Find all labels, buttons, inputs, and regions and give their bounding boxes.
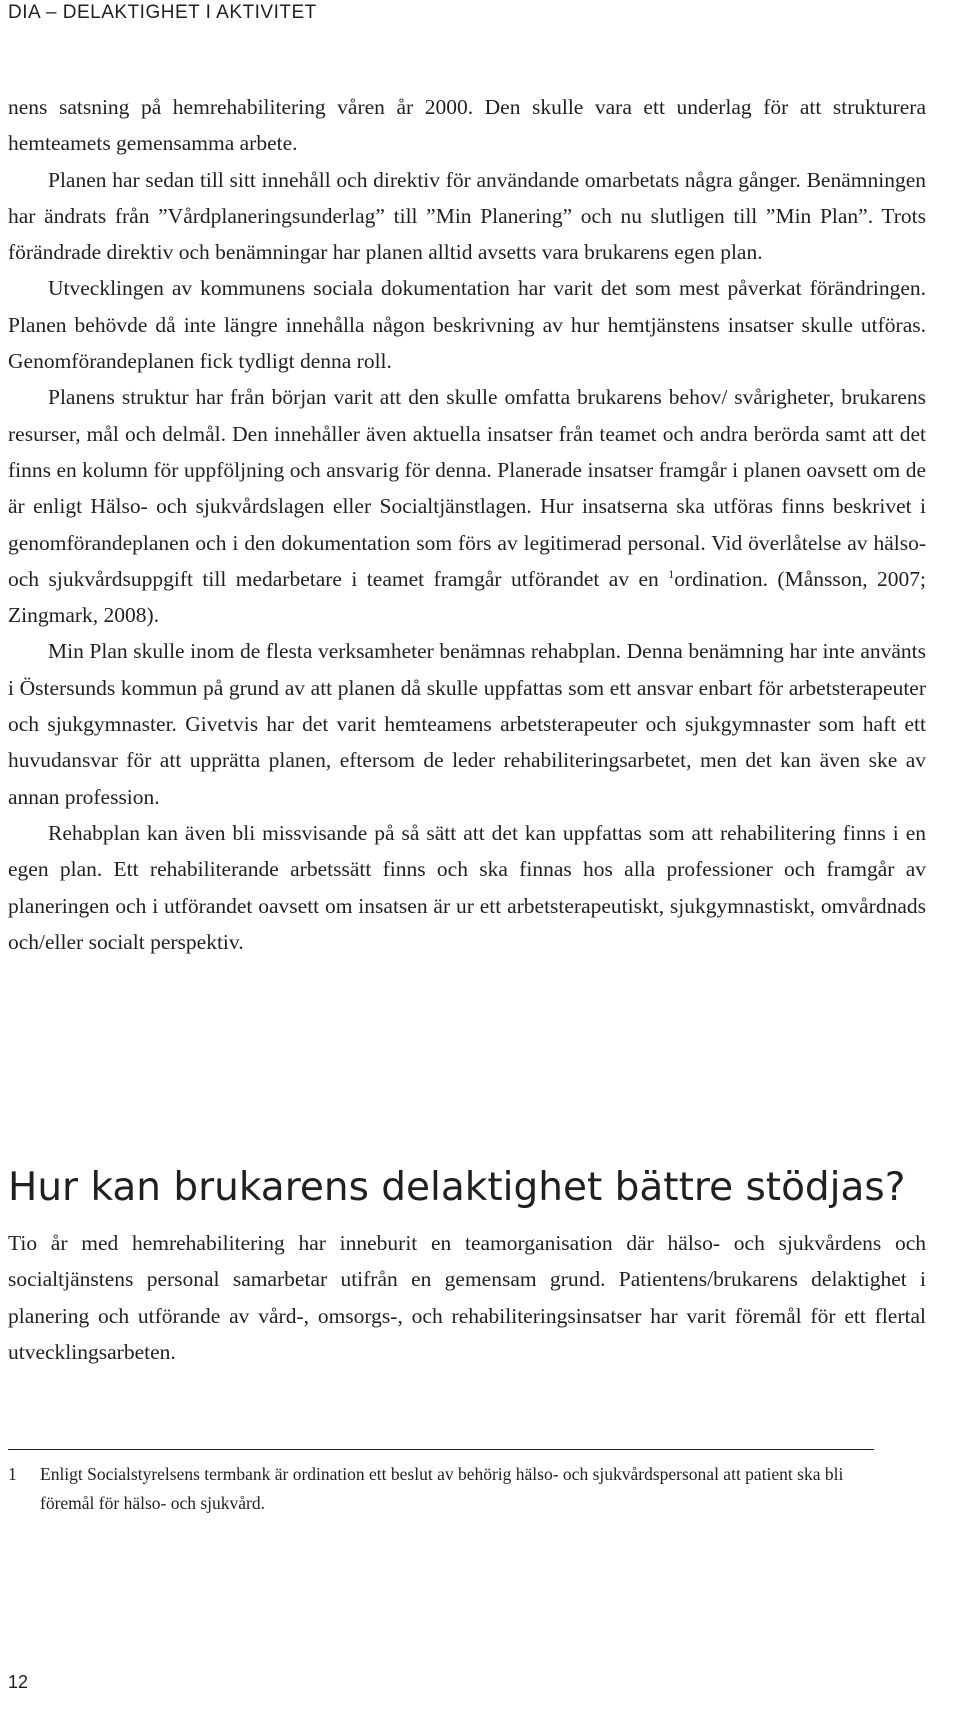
paragraph-4-text-end: ordination. (Månsson, 2007; Zingmark, 2008). <box>8 566 926 628</box>
paragraph-4-text: Planens struktur har från början varit att den skulle omfatta brukarens behov/ svårigheter, brukarens resurser, mål och delmål. Den innehåller även aktuella insatser från teamet och andra berörda samt att det finns en kolumn för uppföljning och ansvarig för denna. Planerade insatser framgår i planen oavsett om de är enligt Hälso- och sjukvårdslagen eller Socialtjänstlagen. Hur insatserna ska utföras finns beskrivet i genomförandeplanen och i den dokumentation som förs av legitimerad personal. Vid överlåtelse av hälso- och sjukvårdsuppgift till medarbetare i teamet framgår utförandet av en <box>8 385 926 591</box>
section-intro-paragraph: Tio år med hemrehabilitering har inneburit en teamorganisation där hälso- och sjukvårdens och socialtjänstens personal samarbetar utifrån en gemensam grund. Patientens/brukarens delaktighet i planering och utförande av vård-, omsorgs-, och rehabiliteringsinsatser har varit föremål för ett flertal utvecklingsarbeten. <box>8 1231 926 1364</box>
footnote <box>8 1460 926 1518</box>
paragraph-2: Planen har sedan till sitt innehåll och direktiv för användande omarbetats några gånger. Benämningen har ändrats från ”Vårdplaneringsunderlag” till ”Min Planering” och nu slutligen till ”Min Plan”. Trots förändrade direktiv och benämningar har planen alltid avsetts vara brukarens egen plan. <box>8 167 926 265</box>
footnote-text: Enligt Socialstyrelsens termbank är ordination ett beslut av behörig hälso- och sjukvårdspersonal att patient ska bli föremål för hälso- och sjukvård. <box>40 1464 844 1513</box>
running-header: DIA – DELAKTIGHET I AKTIVITET <box>8 2 317 23</box>
paragraph-4 <box>8 379 926 633</box>
paragraph-1: nens satsning på hemrehabilitering våren år 2000. Den skulle vara ett underlag för att strukturera hemteamets gemensamma arbete. <box>8 95 926 156</box>
paragraph-6: Rehabplan kan även bli missvisande på så sätt att det kan uppfattas som att rehabilitering finns i en egen plan. Ett rehabiliterande arbetssätt finns och ska finnas hos alla professioner och framgår av planeringen och i utförandet oavsett om insatsen är ur ett arbetsterapeutiskt, sjukgymnastiskt, omvårdnads och/eller socialt perspektiv. <box>8 820 926 954</box>
footnote-divider <box>8 1449 874 1450</box>
footnote-reference: 1 <box>668 566 675 581</box>
section-intro <box>8 1225 926 1370</box>
paragraph-5: Min Plan skulle inom de flesta verksamheter benämnas rehabplan. Denna benämning har inte använts i Östersunds kommun på grund av att planen då skulle uppfattas som ett ansvar enbart för arbetsterapeuter och sjukgymnaster. Givetvis har det varit hemteamens arbetsterapeuter och sjukgymnaster som haft ett huvudansvar för att upprätta planen, eftersom de leder rehabiliteringsarbetet, men det kan även ske av annan profession. <box>8 639 926 809</box>
paragraph-3: Utvecklingen av kommunens sociala dokumentation har varit det som mest påverkat förändringen. Planen behövde då inte längre innehålla någon beskrivning av hur hemtjänstens insatser skulle utföras. Genomförandeplanen fick tydligt denna roll. <box>8 276 926 374</box>
section-heading: Hur kan brukarens delaktighet bättre stödjas? <box>8 1165 906 1210</box>
body-text <box>8 89 926 960</box>
footnote-number: 1 <box>8 1464 17 1484</box>
page-number: 12 <box>8 1672 29 1692</box>
